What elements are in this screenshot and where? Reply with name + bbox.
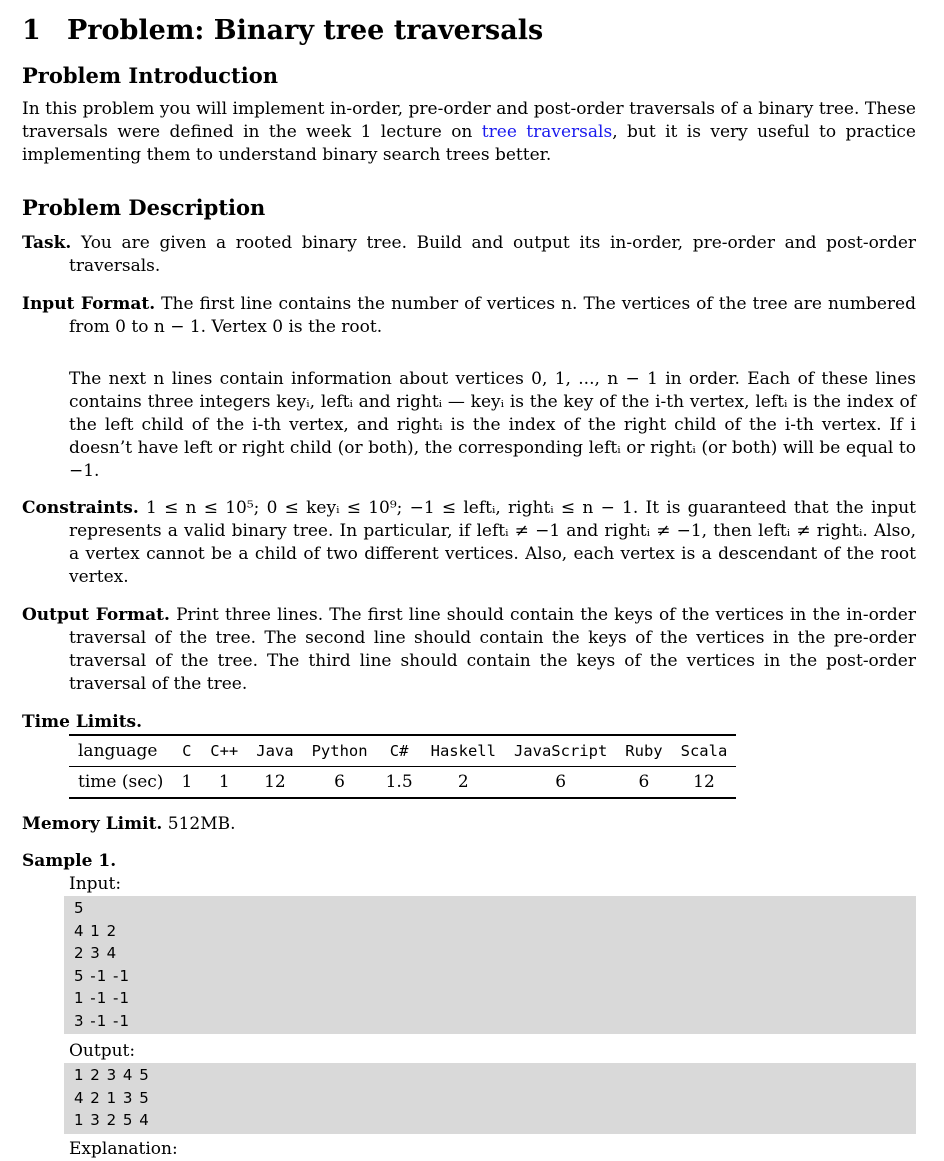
input-format-label: Input Format. [22,294,156,314]
sample-output-block [64,1063,916,1134]
constraints-text: 1 ≤ n ≤ 10⁵; 0 ≤ keyᵢ ≤ 10⁹; −1 ≤ leftᵢ, rightᵢ ≤ n − 1. It is guaranteed that the input represents a valid binary tree. In particular, if leftᵢ ≠ −1 and rightᵢ ≠ −1, then leftᵢ ≠ rightᵢ. Also, a vertex cannot be a child of two different vertices. Also, each vertex is a descendant of the root vertex. [69,498,916,587]
time-cell-scala: 12 [672,767,737,799]
intro-paragraph [22,98,916,167]
intro-text-before: In this problem you will implement in-order, pre-order and post-order traversals of a binary tree. These traversals were defined in the week 1 lecture on [22,99,916,142]
task-text: You are given a rooted binary tree. Build and output its in-order, pre-order and post-order traversals. [69,233,917,276]
language-cell-cpp: C++ [201,735,247,767]
language-cell-java: Java [247,735,302,767]
output-format-label: Output Format. [22,605,170,625]
input-line: 1 -1 -1 [74,989,130,1007]
section-number: 1 [22,15,41,46]
time-cell-java: 12 [247,767,302,799]
constraints-paragraph [22,497,916,589]
task-paragraph [22,232,916,278]
memory-limit-value: 512MB. [167,814,236,834]
language-header-cell: language [69,735,172,767]
time-limits-table [69,734,736,799]
input-line: 5 -1 -1 [74,966,130,985]
intro-text-after: , but it is very useful to practice implementing them to understand binary search trees better. [22,122,916,165]
input-line: 5 [74,899,85,917]
section-title [22,14,916,48]
input-format-text: The first line contains the number of vertices n. The vertices of the tree are numbered from 0 to n − 1. Vertex 0 is the root. [69,294,917,337]
language-cell-javascript: JavaScript [505,735,616,767]
input-format-details: The next n lines contain information about vertices 0, 1, ..., n − 1 in order. Each of these lines contains three integers keyᵢ, leftᵢ and rightᵢ — keyᵢ is the key of the i-th vertex, leftᵢ is the index of the left child of the i-th vertex, and rightᵢ is the index of the right child of the i-th vertex. If i doesn’t have left or right child (or both), the corresponding leftᵢ or rightᵢ (or both) will be equal to −1. [69,369,916,481]
input-format-paragraph [22,293,916,339]
output-line: 1 3 2 5 4 [74,1111,150,1129]
input-line: 2 3 4 [74,944,118,962]
output-format-paragraph [22,604,916,696]
sample-explanation-label: Explanation: [69,1138,178,1159]
output-line: 4 2 1 3 5 [74,1088,150,1107]
time-cell-javascript: 6 [505,767,616,799]
time-limits-header-row [69,735,736,767]
memory-limit-paragraph [22,813,916,836]
input-line: 3 -1 -1 [74,1011,130,1030]
time-cell-haskell: 2 [422,767,505,799]
memory-limit-label: Memory Limit. [22,814,163,834]
section-title-text: Problem: Binary tree traversals [67,15,544,46]
time-cell-ruby: 6 [616,767,671,799]
output-line: 1 2 3 4 5 [74,1066,150,1084]
time-row-label: time (sec) [69,767,172,799]
description-heading: Problem Description [22,195,266,220]
output-format-text: Print three lines. The first line should contain the keys of the vertices in the in-order traversal of the tree. The second line should contain the keys of the vertices in the pre-order traversal of the tree. The third line should contain the keys of the vertices in the post-order traversal of the tree. [69,605,916,694]
time-cell-csharp: 1.5 [377,767,422,799]
task-label: Task. [22,233,72,253]
constraints-label: Constraints. [22,498,139,518]
sample-input-label: Input: [69,874,122,894]
language-cell-python: Python [303,735,377,767]
language-cell-csharp: C# [377,735,422,767]
sample-output-label: Output: [69,1041,136,1061]
intro-heading: Problem Introduction [22,63,278,88]
time-cell-python: 6 [303,767,377,799]
time-limits-label: Time Limits. [22,712,143,732]
language-cell-ruby: Ruby [616,735,671,767]
input-line: 4 1 2 [74,921,118,940]
sample-input-block [64,896,916,1034]
time-cell-c: 1 [172,767,201,799]
time-limits-values-row [69,767,736,799]
tree-traversals-link[interactable]: tree traversals [481,122,613,142]
language-cell-c: C [172,735,201,767]
sample-label: Sample 1. [22,851,117,871]
time-cell-cpp: 1 [201,767,247,799]
language-cell-scala: Scala [672,735,737,767]
language-cell-haskell: Haskell [422,735,505,767]
problem-page [22,0,916,1161]
